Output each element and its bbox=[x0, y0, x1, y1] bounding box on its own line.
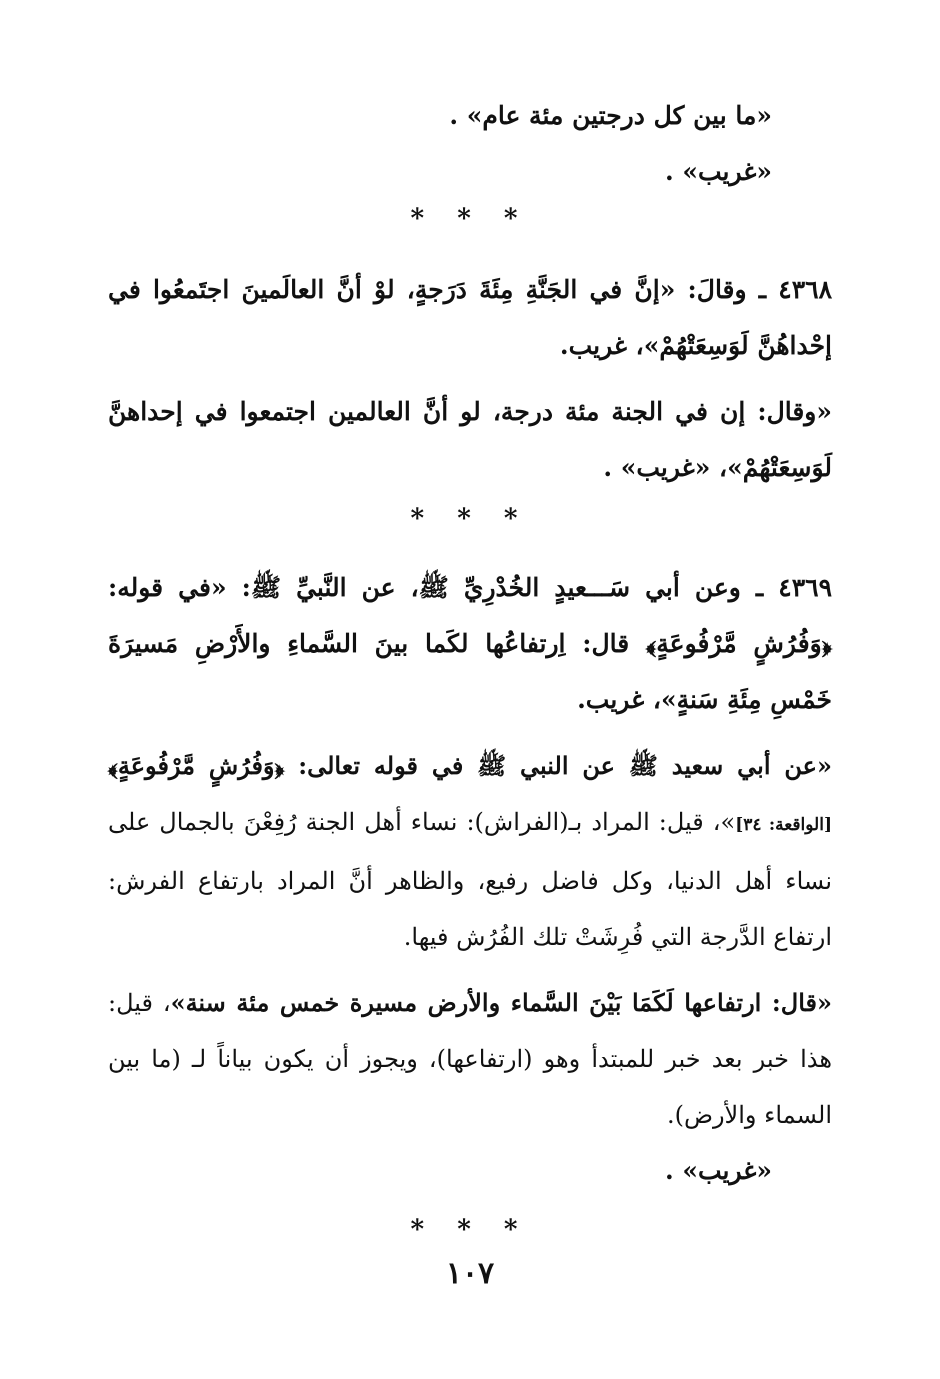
commentary-intro: «عن أبي سعيد ﷺ عن النبي ﷺ في قوله تعالى: bbox=[284, 751, 832, 780]
section-separator: * * * bbox=[410, 1215, 530, 1245]
hadith-4369-commentary-2 bbox=[108, 975, 832, 1143]
text-line: «غريب» . bbox=[664, 157, 772, 186]
text-line: «ما بين كل درجتين مئة عام» . bbox=[449, 101, 772, 130]
page-body bbox=[108, 88, 832, 1245]
section-separator: * * * bbox=[410, 504, 530, 534]
commentary-rest: »، قيل: المراد بـ(الفراش): نساء أهل الجنة رُفِعْنَ بالجمال على نساء أهل الدنيا، وكل فاضل رفيع، والظاهر أنَّ المراد بارتفاع الفرش: ارتفاع الدَّرجة التي فُرِشَتْ تلك الفُرُش فيها. bbox=[108, 808, 832, 951]
hadith-4369-text: ٤٣٦٩ ـ وعن أبي سَـــعيدٍ الخُدْرِيِّ ﷺ، عن النَّبيِّ ﷺ: «في قوله: ﴿وَفُرُشٍ مَّرْفُوعَةٍ﴾ قال: اِرتفاعُها لكَما بينَ السَّماءِ والأَرْضِ مَسيرَةَ خَمْسِ مِئَةِ سَنةٍ»، غريب. bbox=[108, 573, 832, 714]
verse-reference: [الواقعة: ٣٤] bbox=[735, 815, 832, 835]
verdict: «غريب» . bbox=[664, 1156, 772, 1185]
commentary-rest: ، قيل: هذا خبر بعد خبر للمبتدأ وهو (ارتفاعها)، ويجوز أن يكون بياناً لـ (ما بين السماء والأرض). bbox=[108, 989, 832, 1129]
section-separator: * * * bbox=[410, 204, 530, 234]
hadith-4369-commentary-1 bbox=[108, 738, 832, 965]
quran-verse: ﴿وَفُرُشٍ مَّرْفُوعَةٍ﴾ bbox=[108, 751, 285, 780]
hadith-4368-commentary: «وقال: إن في الجنة مئة درجة، لو أنَّ العالمين اجتمعوا في إحداهنَّ لَوَسِعَتْهُمْ»، «غريب» . bbox=[108, 397, 832, 482]
page-number: ١٠٧ bbox=[445, 1256, 495, 1291]
commentary-quote: «قال: ارتفاعها لَكَمَا بَيْنَ السَّماء والأرض مسيرة خمس مئة سنة» bbox=[170, 988, 832, 1017]
hadith-4368-text: ٤٣٦٨ ـ وقالَ: «إنَّ في الجَنَّةِ مِئَةَ دَرَجةٍ، لوْ أنَّ العالَمينَ اجتَمعُوا في إحْداهُنَّ لَوَسِعَتْهُمْ»، غريب. bbox=[108, 275, 832, 360]
